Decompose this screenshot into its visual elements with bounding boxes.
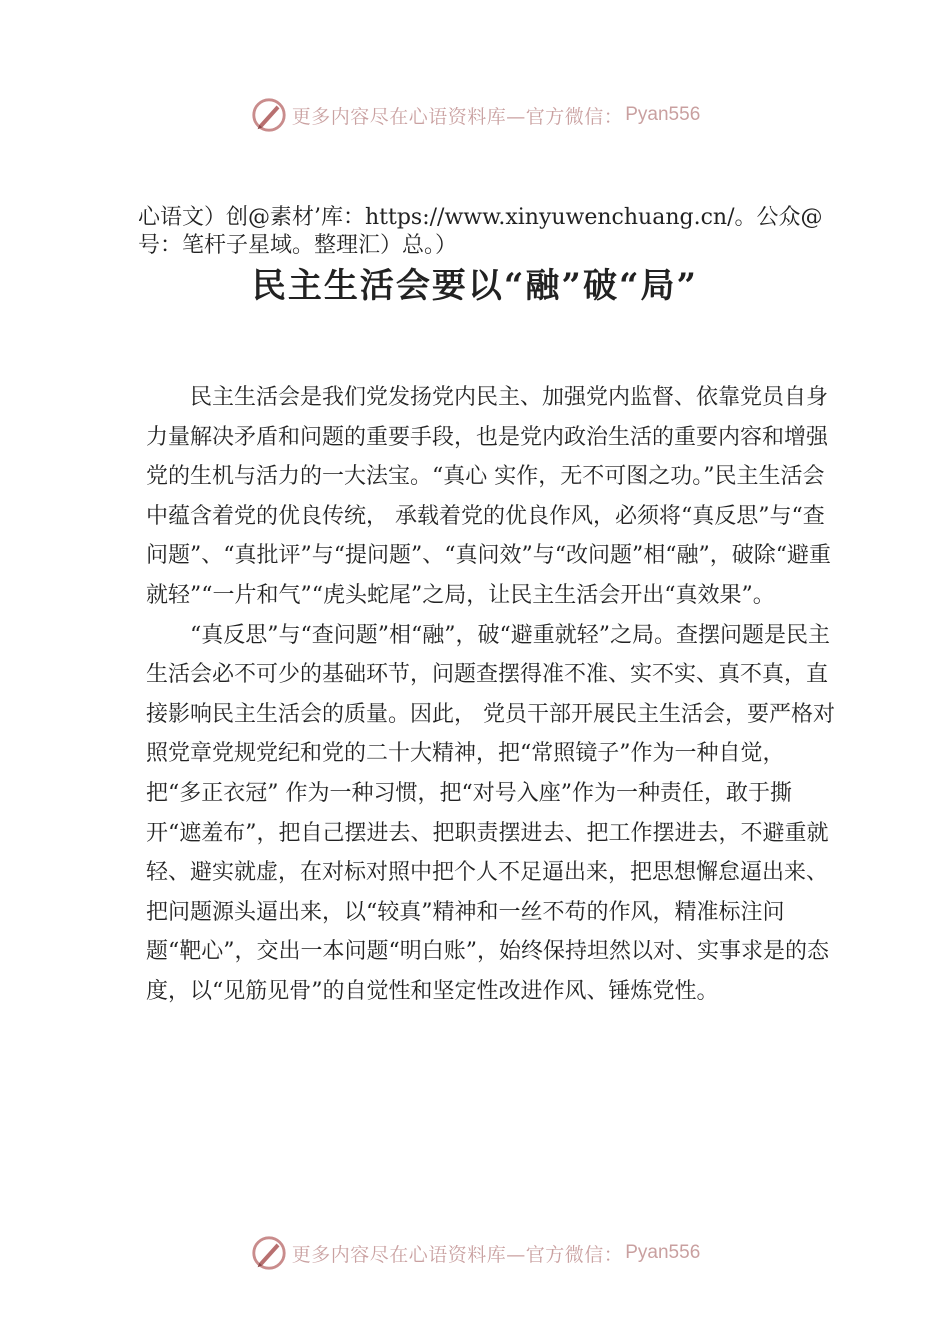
pen-logo-icon (250, 96, 288, 134)
header-watermark (0, 96, 950, 134)
document-body (146, 378, 836, 1012)
document-title: 民主生活会要以“融”破“局” (251, 266, 699, 306)
watermark-wechat-id: Pyan556 (625, 104, 701, 125)
paragraph: “真反思”与“查问题”相“融”，破“避重就轻”之局。查摆问题是民主生活会必不可少的基础环节，问题查摆得准不准、实不实、真不真，直接影响民主生活会的质量。因此， 党员干部开展民主生活会，要严格对照党章党规党纪和党的二十大精神，把“常照镜子”作为一种自觉，把“多正衣冠” 作为一种习惯，把“对号入座”作为一种责任，敢于撕开“遮羞布”，把自己摆进去、把职责摆进去、把工作摆进去，不避重就轻、避实就虚，在对标对照中把个人不足逼出来，把思想懈怠逼出来、把问题源头逼出来，以“较真”精神和一丝不苟的作风，精准标注问题“靶心”，交出一本问题“明白账”，始终保持坦然以对、实事求是的态度，以“见筋见骨”的自觉性和坚定性改进作风、锤炼党性。 (146, 622, 835, 1004)
watermark-text: 更多内容尽在心语资料库—官方微信： (291, 105, 624, 128)
paragraph: 民主生活会是我们党发扬党内民主、加强党内监督、依靠党员自身力量解决矛盾和问题的重要手段，也是党内政治生活的重要内容和增强党的生机与活力的一大法宝。“真心 实作，无不可图之功。”民主生活会中蕴含着党的优良传统， 承载着党的优良作风，必须将“真反思”与“查问题”、“真批评”与“提问题”、“真问效”与“改问题”相“融”，破除“避重就轻”“一片和气”“虎头蛇尾”之局，让民主生活会开出“真效果”。 (146, 385, 831, 608)
source-note: 心语文）创@素材’库：https://www.xinyuwenchuang.cn/。公众@号：笔杆子星域。整理汇）总。） (138, 205, 823, 258)
watermark-wechat-id: Pyan556 (625, 1242, 701, 1263)
pen-logo-icon (250, 1234, 288, 1272)
footer-watermark (0, 1234, 950, 1272)
watermark-text: 更多内容尽在心语资料库—官方微信： (291, 1243, 624, 1266)
